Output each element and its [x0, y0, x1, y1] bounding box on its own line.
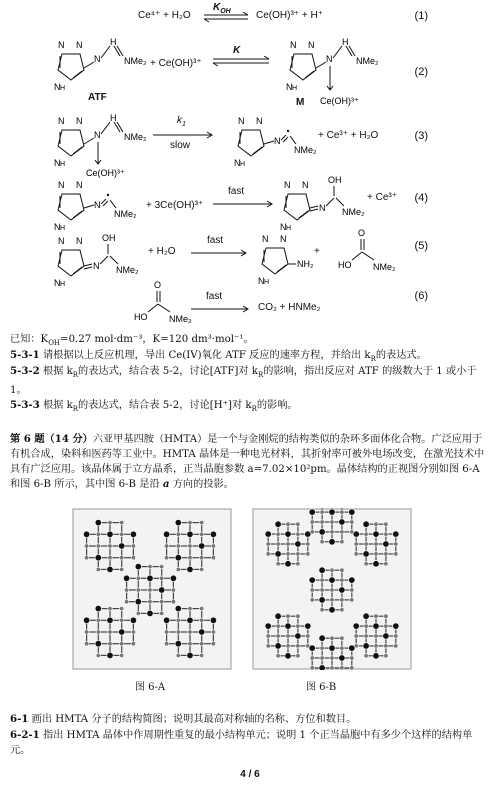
svg-text:N: N [290, 40, 297, 50]
svg-text:NMe₂: NMe₂ [169, 314, 192, 324]
r5-plus2: + [314, 246, 320, 257]
page-number: 4 / 6 [240, 769, 260, 780]
svg-text:NMe₂: NMe₂ [342, 207, 365, 217]
svg-text:N: N [76, 40, 83, 50]
svg-text:N: N [54, 278, 61, 288]
svg-text:N: N [58, 116, 65, 126]
r4-fast: fast [228, 186, 245, 197]
svg-text:H: H [240, 161, 246, 168]
svg-text:N: N [54, 158, 61, 168]
r1-k: $K_{OH}$ [213, 2, 231, 15]
svg-text:HO: HO [338, 260, 352, 270]
svg-text:H: H [60, 85, 66, 92]
r5-carbamic-acid-structure [330, 226, 416, 282]
svg-text:NH₂: NH₂ [297, 259, 314, 269]
r4-reactant-structure [40, 172, 150, 234]
r3-k: $k_1$ [177, 115, 186, 128]
svg-text:N: N [256, 116, 263, 126]
atf-structure [40, 32, 150, 94]
r6-right: CO₂ + HNMe₂ [258, 302, 321, 313]
r5-plus: + H₂O [148, 246, 176, 257]
r3-reactant-structure [40, 108, 160, 180]
svg-text:N: N [326, 54, 333, 64]
svg-text:N: N [94, 54, 101, 64]
svg-text:N: N [58, 40, 65, 50]
svg-text:O: O [358, 228, 366, 238]
svg-text:H: H [110, 37, 117, 47]
known-constants: 已知：$K_{OH}=0.27$ mol·dm⁻³，K=120 dm³·mol⁻¹。 [10, 334, 254, 348]
svg-text:NMe₂: NMe₂ [373, 262, 396, 272]
question-6-1: 6-1 画出 HMTA 分子的结构简图；说明其最高对称轴的名称、方位和数目。 [10, 713, 357, 725]
r5-aminotriazole-structure [244, 226, 322, 288]
r3-product-structure [220, 108, 320, 168]
svg-text:NMe₂: NMe₂ [356, 56, 379, 66]
svg-text:N: N [76, 236, 83, 246]
r2-plus: + Ce(OH)³⁺ [150, 58, 202, 69]
svg-text:N: N [319, 203, 326, 213]
svg-text:H: H [264, 279, 270, 286]
svg-text:H: H [60, 225, 66, 232]
r6-fast: fast [206, 291, 223, 302]
r3-slow: slow [170, 140, 191, 151]
svg-text:NMe₂: NMe₂ [116, 265, 139, 275]
svg-text:O: O [154, 280, 162, 290]
svg-text:N: N [284, 180, 291, 190]
svg-text:N: N [302, 180, 309, 190]
atf-label: ATF [88, 92, 107, 103]
svg-text:N: N [280, 222, 287, 232]
svg-text:N: N [274, 136, 281, 146]
svg-text:N: N [308, 40, 315, 50]
m-label: M [296, 97, 305, 108]
r5-fast: fast [207, 235, 224, 246]
problem-6-intro: 第 6 题（14 分）六亚甲基四胺（HMTA）是一个与金刚烷的结构类似的杂环多面体化合物。广泛应用于有机合成，染料和医药等工业中。HMTA 晶体是一种电光材料，其折射率可被外电场改变，在激光技术中具有广泛应用。该晶体属于立方晶系，正当晶胞参数 a=7.02×10²pm。晶体结构的正视图分别如图 6-A 和图 6-B 所示，其中图 6-B 是沿 a 方向的投影。 [10, 433, 485, 490]
r4-arrow [212, 200, 274, 208]
question-5-3-2: 5-3-2 根据 $k_R$的表达式，结合表 5-2，讨论[ATF]对 $k_R$的影响，指出反应对 ATF 的级数大于 1 或小于 1。 [10, 365, 477, 397]
svg-text:N: N [54, 82, 61, 92]
r5-number: (5) [414, 240, 428, 252]
svg-text:N: N [76, 116, 83, 126]
svg-text:H: H [60, 161, 66, 168]
svg-text:N: N [94, 200, 101, 210]
svg-text:H: H [286, 225, 292, 232]
svg-text:N: N [238, 116, 245, 126]
r3-arrow [152, 131, 214, 139]
svg-text:N: N [234, 158, 241, 168]
svg-text:NMe₂: NMe₂ [114, 209, 137, 219]
svg-text:OH: OH [102, 233, 116, 243]
svg-text:Ce(OH)³⁺: Ce(OH)³⁺ [320, 96, 359, 106]
figure-6a-crystal-projection [72, 508, 232, 670]
r2-equilibrium-arrow [212, 56, 270, 68]
r3-number: (3) [414, 130, 428, 142]
svg-text:H: H [60, 281, 66, 288]
svg-text:N: N [262, 234, 269, 244]
r6-number: (6) [414, 290, 428, 302]
svg-text:Ce(OH)³⁺: Ce(OH)³⁺ [86, 168, 125, 178]
r2-k: K [233, 45, 241, 56]
r1-right: Ce(OH)³⁺ + H⁺ [256, 10, 323, 21]
svg-text:N: N [58, 180, 65, 190]
svg-text:OH: OH [328, 175, 342, 185]
figure-6b-crystal-projection [252, 508, 412, 670]
r6-arrow [190, 305, 250, 313]
r3-right: + Ce³⁺ + H₂O [318, 130, 379, 141]
figure-6b-caption: 图 6-B [306, 682, 337, 693]
r4-number: (4) [414, 192, 428, 204]
svg-text:H: H [110, 113, 117, 123]
svg-text:N: N [94, 130, 101, 140]
svg-text:H: H [342, 37, 349, 47]
svg-text:N: N [93, 261, 100, 271]
svg-text:N: N [280, 234, 287, 244]
r1-left: Ce⁴⁺ + H₂O [138, 10, 191, 21]
svg-text:N: N [286, 82, 293, 92]
svg-text:N: N [54, 222, 61, 232]
r4-plus: + 3Ce(OH)³⁺ [146, 200, 204, 211]
question-5-3-3: 5-3-3 根据 $k_R$的表达式，结合表 5-2，讨论[H⁺]对 $k_R$的影响。 [10, 399, 298, 414]
svg-text:N: N [58, 236, 65, 246]
svg-text:HO: HO [134, 312, 148, 322]
r2-number: (2) [414, 66, 428, 78]
question-6-2-1: 6-2-1 指出 HMTA 晶体中作周期性重复的最小结构单元；说明 1 个正当晶胞中有多少个这样的结构单元。 [10, 729, 473, 756]
m-structure [272, 32, 392, 117]
svg-text:N: N [258, 276, 265, 286]
svg-text:H: H [292, 85, 298, 92]
svg-text:NMe₂: NMe₂ [124, 132, 147, 142]
r1-equilibrium-arrow [203, 12, 249, 24]
question-5-3-1: 5-3-1 请根据以上反应机理，导出 Ce(IV)氧化 ATF 反应的速率方程，并给出 $k_R$的表达式。 [10, 349, 427, 364]
figure-6a-caption: 图 6-A [135, 682, 166, 693]
svg-text:NMe₂: NMe₂ [294, 145, 317, 155]
r1-number: (1) [414, 10, 428, 22]
r5-arrow [190, 249, 248, 257]
svg-text:NMe₂: NMe₂ [124, 56, 147, 66]
r4-right: + Ce³⁺ [367, 192, 398, 203]
svg-text:N: N [76, 180, 83, 190]
